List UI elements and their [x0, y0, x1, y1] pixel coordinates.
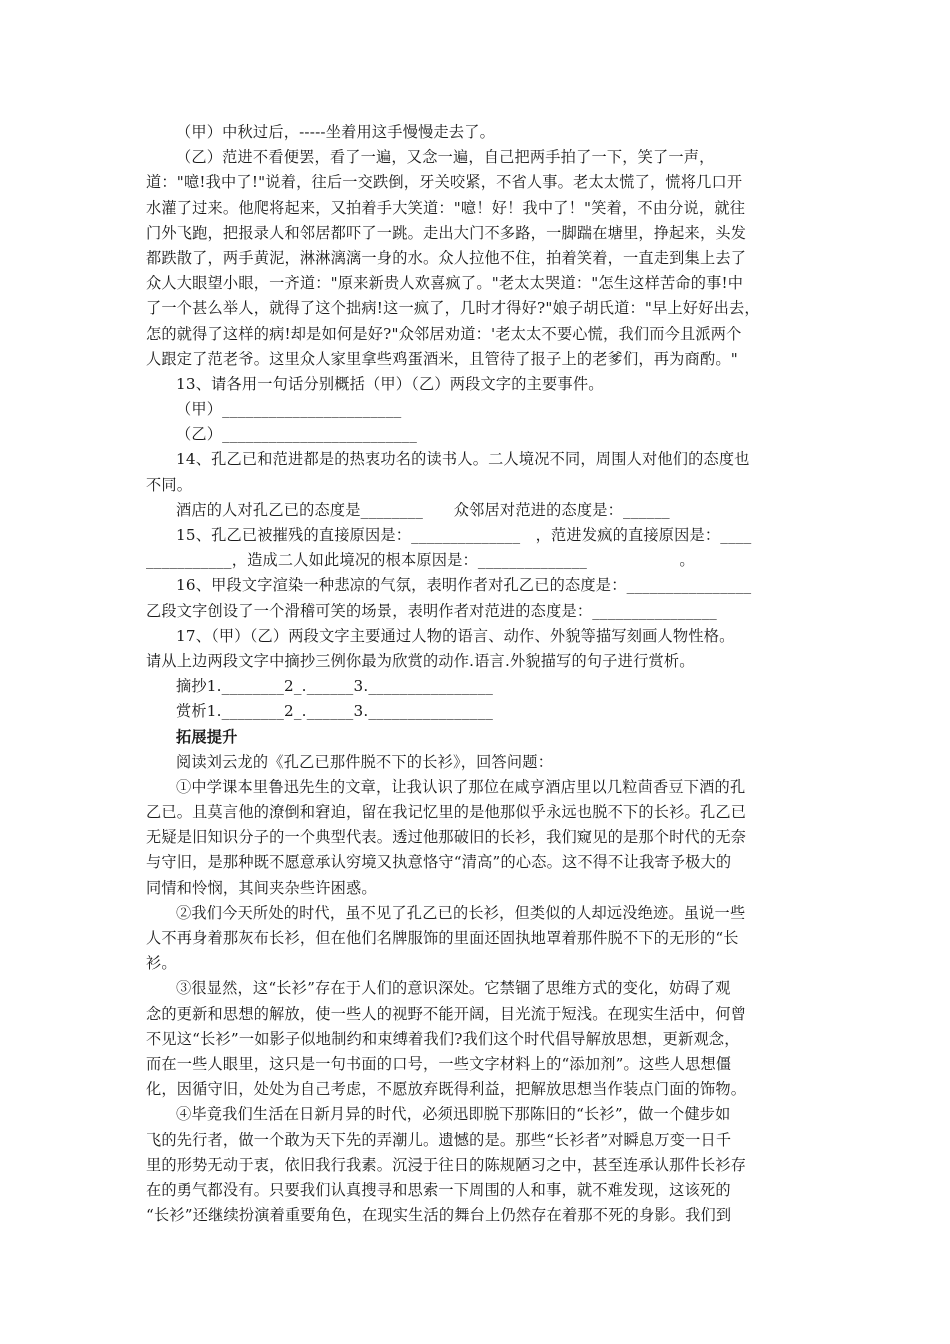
- paragraph-2: [146, 901, 810, 977]
- passage-yi-line: 人跟定了范老爷。这里众人家里拿些鸡蛋酒米，且管待了报子上的老爹们，再为商酌。": [146, 349, 738, 368]
- paragraph-line: ③很显然，这“长衫”存在于人们的意识深处。它禁锢了思维方式的变化，妨碍了观: [176, 979, 731, 998]
- text-column: [146, 120, 810, 1228]
- paragraph-1: [146, 775, 810, 901]
- question-15: 15、孔乙已被摧残的直接原因是：______________ ，范进发疯的直接原因是：____: [176, 526, 752, 544]
- answer-blank-13-yi: （乙）_________________________: [176, 425, 418, 444]
- passage-jia-summary: （甲）中秋过后，-----坐着用这手慢慢走去了。: [176, 123, 496, 141]
- passage-yi-line: 都跌散了，两手黄泥，淋淋漓漓一身的水。众人拉他不住，拍着笑着，一直走到集上去了: [146, 248, 747, 267]
- question-13: 13、请各用一句话分别概括（甲）（乙）两段文字的主要事件。: [176, 374, 604, 393]
- paragraph-line: “长衫”还继续扮演着重要角色，在现实生活的舞台上仍然存在着那不死的身影。我们到: [146, 1206, 732, 1225]
- passage-yi-line: 了一个甚么举人，就得了这个拙病!这一疯了，几时才得好?"娘子胡氏道："早上好好出去，: [146, 299, 760, 318]
- paragraph-line: 同情和怜悯，其间夹杂些许困惑。: [146, 878, 377, 897]
- question-17: 17、（甲）（乙）两段文字主要通过人物的语言、动作、外貌等描写刻画人物性格。: [176, 626, 735, 645]
- paragraph-line: 里的形势无动于衷，依旧我行我素。沉浸于往日的陈规陋习之中，甚至连承认那件长衫存: [146, 1155, 747, 1174]
- paragraph-line: ④毕竟我们生活在日新月异的时代，必须迅即脱下那陈旧的“长衫”，做一个健步如: [176, 1105, 731, 1124]
- paragraph-line: 乙已。且莫言他的潦倒和窘迫，留在我记忆里的是他那似乎永远也脱不下的长衫。孔乙已: [146, 803, 747, 822]
- paragraph-3: [146, 976, 810, 1102]
- paragraph-line: 人不再身着那灰布长衫，但在他们名牌服饰的里面还固执地罩着那件脱不下的无形的“长: [146, 929, 739, 947]
- paragraph-line: ①中学课本里鲁迅先生的文章，让我认识了那位在咸亨酒店里以几粒茴香豆下酒的孔: [176, 777, 746, 796]
- extension-section: [146, 725, 810, 1229]
- paragraph-line: 衫。: [146, 954, 177, 973]
- questions: [146, 372, 810, 725]
- paragraph-line: 而在一些人眼里，这只是一句书面的口号，一些文字材料上的“添加剂”。这些人思想僵: [146, 1054, 732, 1073]
- passage-yi-line: 怎的就得了这样的病!却是如何是好?"众邻居劝道：'老太太不要心慌，我们而今且派两个: [146, 324, 742, 343]
- question-15-cont: ___________，造成二人如此境况的根本原因是：______________ 。: [146, 551, 695, 570]
- paragraph-line: 与守旧，是那种既不愿意承认穷境又执意恪守“清高”的心态。这不得不让我寄予极大的: [146, 853, 732, 872]
- paragraph-line: 飞的先行者，做一个敢为天下先的弄潮儿。遗憾的是。那些“长衫者”对瞬息万变一日千: [146, 1130, 732, 1149]
- paragraph-line: 在的勇气都没有。只要我们认真搜寻和思索一下周围的人和事，就不难发现，这该死的: [146, 1180, 731, 1199]
- question-14: 14、孔乙已和范进都是的热衷功名的读书人。二人境况不同，周围人对他们的态度也: [176, 450, 750, 469]
- question-14-cont: 不同。: [146, 475, 193, 494]
- paragraph-line: 化，因循守旧，处处为自己考虑，不愿放弃既得利益，把解放思想当作装点门面的饰物。: [146, 1080, 747, 1099]
- paragraph-line: 无疑是旧知识分子的一个典型代表。透过他那破旧的长衫，我们窥见的是那个时代的无奈: [146, 828, 747, 847]
- question-16-cont: 乙段文字创设了一个滑稽可笑的场景，表明作者对范进的态度是：________________: [146, 601, 717, 620]
- answer-blank-13-jia: （甲）_______________________: [176, 400, 402, 419]
- passage-yi-line: 众人大眼望小眼，一齐道："原来新贵人欢喜疯了。"老太太哭道："怎生这样苦命的事!中: [146, 274, 744, 293]
- question-17-cont: 请从上边两段文字中摘抄三例你最为欣赏的动作.语言.外貌描写的句子进行赏析。: [146, 651, 695, 670]
- passage-yi-line: 水灌了过来。他爬将起来，又拍着手大笑道："噫！好！我中了！"笑着，不由分说，就往: [146, 198, 746, 217]
- paragraph-4: [146, 1102, 810, 1228]
- paragraph-line: 不见这“长衫”一如影子似地制约和束缚着我们?我们这个时代倡导解放思想，更新观念，: [146, 1029, 740, 1048]
- reading-intro: 阅读刘云龙的《孔乙已那件脱不下的长衫》，回答问题：: [176, 752, 554, 771]
- section-heading: 拓展提升: [176, 727, 238, 746]
- passage-yi-line: 道："噫!我中了!"说着，往后一交跌倒，牙关咬紧，不省人事。老太太慌了，慌将几口开: [146, 173, 743, 192]
- passage-yi: [146, 145, 810, 372]
- passage-yi-line: 门外飞跑，把报录人和邻居都吓了一跳。走出大门不多路，一脚踹在塘里，挣起来，头发: [146, 223, 747, 242]
- answer-blank-14: 酒店的人对孔乙已的态度是________ 众邻居对范进的态度是：______: [176, 500, 670, 519]
- passage-yi-line: （乙）范进不看便罢，看了一遍，又念一遍，自己把两手拍了一下，笑了一声，: [176, 148, 715, 167]
- paragraph-line: 念的更新和思想的解放，使一些人的视野不能开阔，目光流于短浅。在现实生活中，何曾: [146, 1004, 747, 1023]
- answer-blank-17-appreciate: 赏析1.________2_.______3.________________: [176, 702, 494, 721]
- answer-blank-17-excerpt: 摘抄1.________2_.______3.________________: [176, 677, 494, 696]
- question-16: 16、甲段文字渲染一种悲凉的气氛，表明作者对孔乙已的态度是：________________: [176, 576, 752, 595]
- paragraph-line: ②我们今天所处的时代，虽不见了孔乙已的长衫，但类似的人却远没绝迹。虽说一些: [176, 903, 746, 922]
